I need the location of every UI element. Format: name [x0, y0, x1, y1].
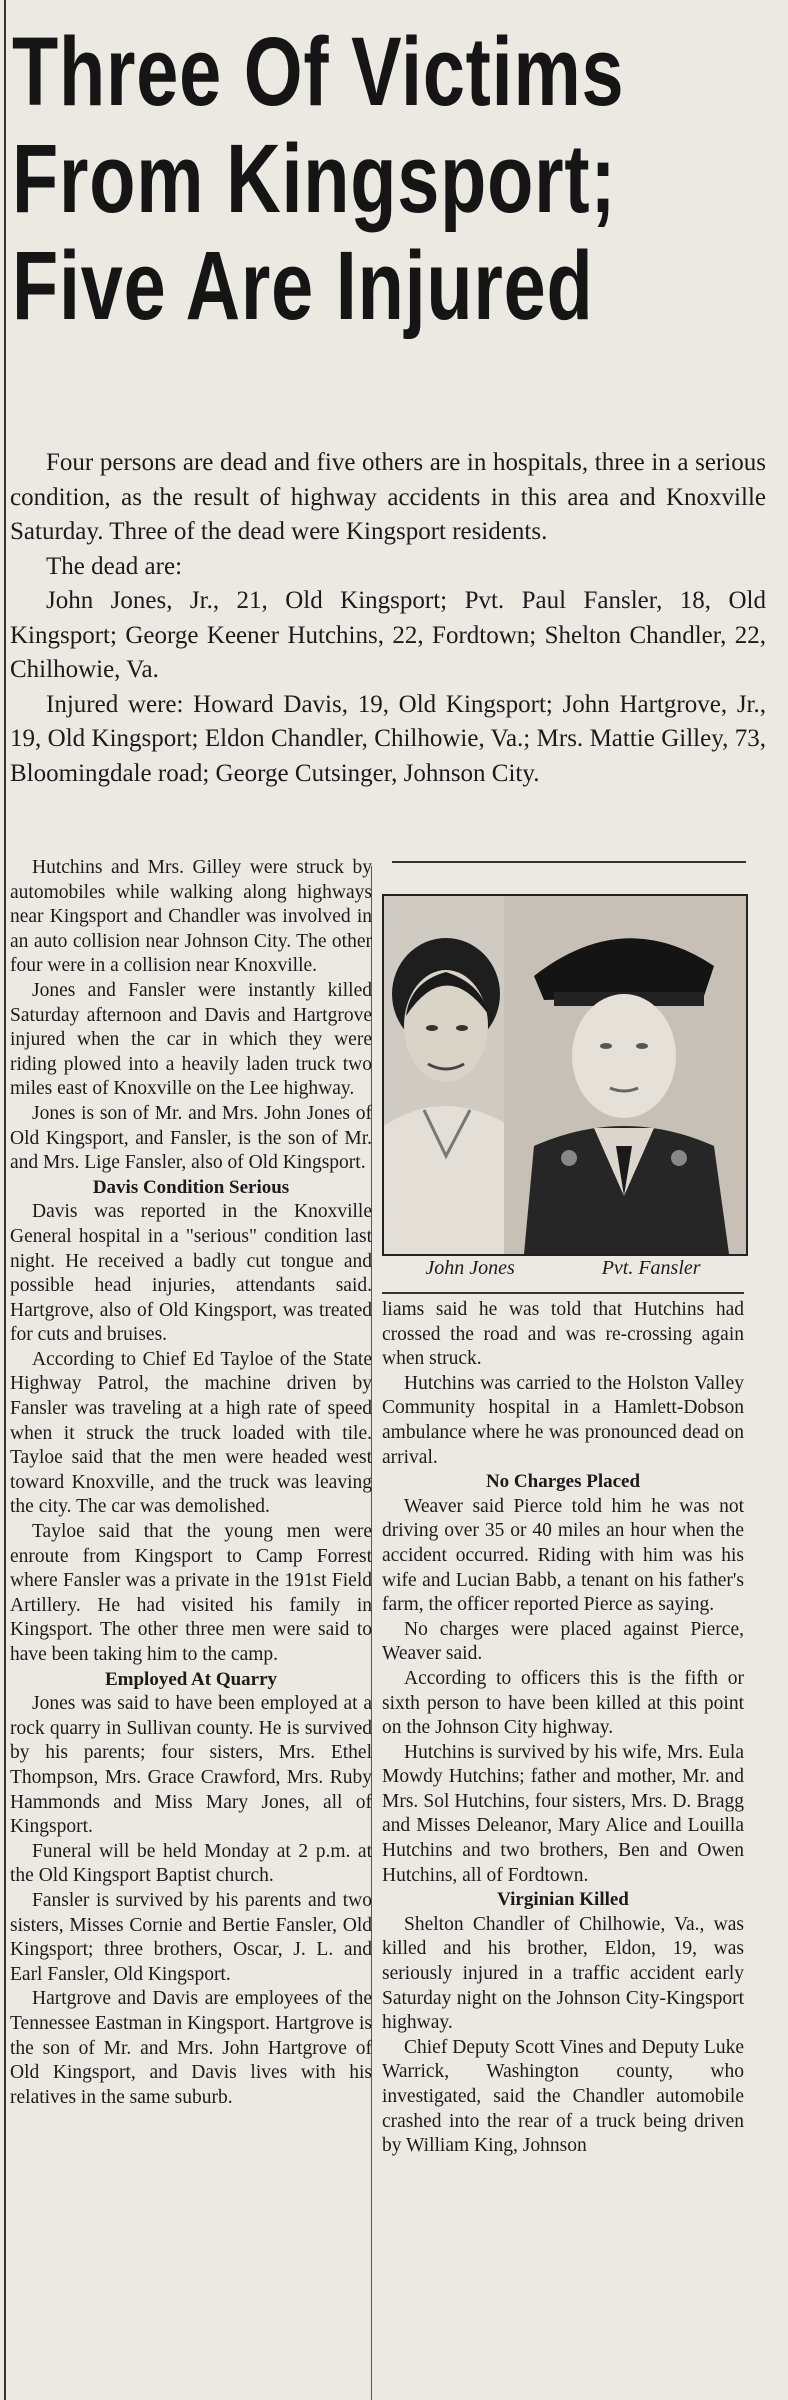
- article-paragraph: According to Chief Ed Tayloe of the State Highway Patrol, the machine driven by Fansler was traveling at a high rate of speed when it struck the truck loaded with tile. Tayloe said that the men were headed west toward Knoxville, and the truck was leaving the city. The car was demolished.: [10, 1348, 372, 1518]
- lede-paragraph: The dead are:: [46, 552, 183, 580]
- article-paragraph: Chief Deputy Scott Vines and Deputy Luke Warrick, Washington county, who investigated, said the Chandler automobile crashed into the rear of a truck being driven by William King, Johnson: [382, 2036, 744, 2157]
- left-column: [10, 856, 372, 2110]
- lede-paragraph: John Jones, Jr., 21, Old Kingsport; Pvt. Paul Fansler, 18, Old Kingsport; George Keener Hutchins, 22, Fordtown; Shelton Chandler, 22, Chilhowie, Va.: [10, 587, 766, 683]
- article-paragraph: Jones and Fansler were instantly killed Saturday afternoon and Davis and Hartgrove injured when the car in which they were riding plowed into a heavily laden truck two miles east of Knoxville on the Lee highway.: [10, 979, 372, 1100]
- article-paragraph: Funeral will be held Monday at 2 p.m. at the Old Kingsport Baptist church.: [10, 1840, 372, 1887]
- photo-captions: [382, 1255, 744, 1281]
- headline-line-1: Three Of Victims: [12, 17, 625, 126]
- article-paragraph: Hutchins is survived by his wife, Mrs. Eula Mowdy Hutchins; father and mother, Mr. and Mrs. Sol Hutchins, four sisters, Mrs. D. Bragg and Misses Deleanor, Mary Alice and Louilla Hutchins and two brothers, Ben and Owen Hutchins, all of Fordtown.: [382, 1741, 744, 1886]
- article-paragraph: liams said he was told that Hutchins had crossed the road and was re-crossing again when struck.: [382, 1299, 744, 1370]
- caption-john-jones: John Jones: [425, 1257, 515, 1279]
- article-paragraph: No charges were placed against Pierce, Weaver said.: [382, 1618, 744, 1665]
- lede-paragraph: Four persons are dead and five others are in hospitals, three in a serious condition, as the result of highway accidents in this area and Knoxville Saturday. Three of the dead were Kingsport residents.: [10, 449, 766, 545]
- portrait-pvt-fansler: [504, 896, 746, 1254]
- article-paragraph: Shelton Chandler of Chilhowie, Va., was killed and his brother, Eldon, 19, was seriously injured in a traffic accident early Saturday night on the Johnson City-Kingsport highway.: [382, 1913, 744, 2034]
- article-paragraph: Jones was said to have been employed at a rock quarry in Sullivan county. He is survived by his parents; four sisters, Mrs. Ethel Thompson, Mrs. Grace Crawford, Mrs. Ruby Hammonds and Miss Mary Jones, all of Kingsport.: [10, 1693, 372, 1838]
- article-paragraph: Hutchins and Mrs. Gilley were struck by automobiles while walking along highways near Kingsport and Chandler was involved in an auto collision near Johnson City. The other four were in a collision near Knoxville.: [10, 857, 372, 977]
- article-paragraph: Hartgrove and Davis are employees of the Tennessee Eastman in Kingsport. Hartgrove is the son of Mr. and Mrs. John Hartgrove of Old Kingsport, and Davis lives with his relatives in the same suburb.: [10, 1988, 372, 2108]
- article-paragraph: Fansler is survived by his parents and two sisters, Misses Cornie and Bertie Fansler, Old Kingsport; three brothers, Oscar, J. L. and Earl Fansler, Old Kingsport.: [10, 1889, 372, 1985]
- subhead: Employed At Quarry: [104, 1668, 278, 1690]
- caption-rule: [382, 1292, 744, 1294]
- article-paragraph: Jones is son of Mr. and Mrs. John Jones of Old Kingsport, and Fansler, is the son of Mr. and Mrs. Lige Fansler, also of Old Kingsport.: [10, 1102, 372, 1174]
- lede-paragraph: Injured were: Howard Davis, 19, Old Kingsport; John Hartgrove, Jr., 19, Old Kingsport; Eldon Chandler, Chilhowie, Va.; Mrs. Mattie Gilley, 73, Bloomingdale road; George Cutsinger, Johnson City.: [10, 690, 766, 787]
- left-margin-rule: [4, 0, 6, 2400]
- subhead: No Charges Placed: [485, 1471, 641, 1493]
- article-paragraph: Davis was reported in the Knoxville General hospital in a "serious" condition last night. He received a badly cut tongue and possible head injuries, attendants said. Hartgrove, also of Old Kingsport, was treated for cuts and bruises.: [10, 1201, 372, 1346]
- portrait-photos: [384, 896, 746, 1254]
- separator-rule: [392, 861, 746, 863]
- headline-line-3: Five Are Injured: [12, 231, 594, 340]
- subhead: Davis Condition Serious: [92, 1176, 290, 1198]
- article-paragraph: According to officers this is the fifth or sixth person to have been killed at this point on the Johnson City highway.: [382, 1667, 744, 1739]
- subhead: Virginian Killed: [497, 1889, 629, 1911]
- headline-line-2: From Kingsport;: [12, 124, 617, 233]
- article-paragraph: Tayloe said that the young men were enroute from Kingsport to Camp Forrest where Fansler was a private in the 191st Field Artillery. He had visited his family in Kingsport. The other three men were said to have been taking him to the camp.: [10, 1521, 372, 1665]
- article-paragraph: Weaver said Pierce told him he was not driving over 35 or 40 miles an hour when the accident occurred. Riding with him was his wife and Lucian Babb, a tenant on his father's farm, the officer reported Pierce as saying.: [382, 1495, 744, 1616]
- right-column: [382, 1298, 744, 2159]
- lede-paragraphs: [10, 446, 766, 791]
- photo-portraits: [382, 894, 748, 1256]
- caption-pvt-fansler: Pvt. Fansler: [601, 1257, 701, 1279]
- article-paragraph: Hutchins was carried to the Holston Valley Community hospital in a Hamlett-Dobson ambulance where he was pronounced dead on arrival.: [382, 1372, 744, 1468]
- headline: [12, 18, 782, 339]
